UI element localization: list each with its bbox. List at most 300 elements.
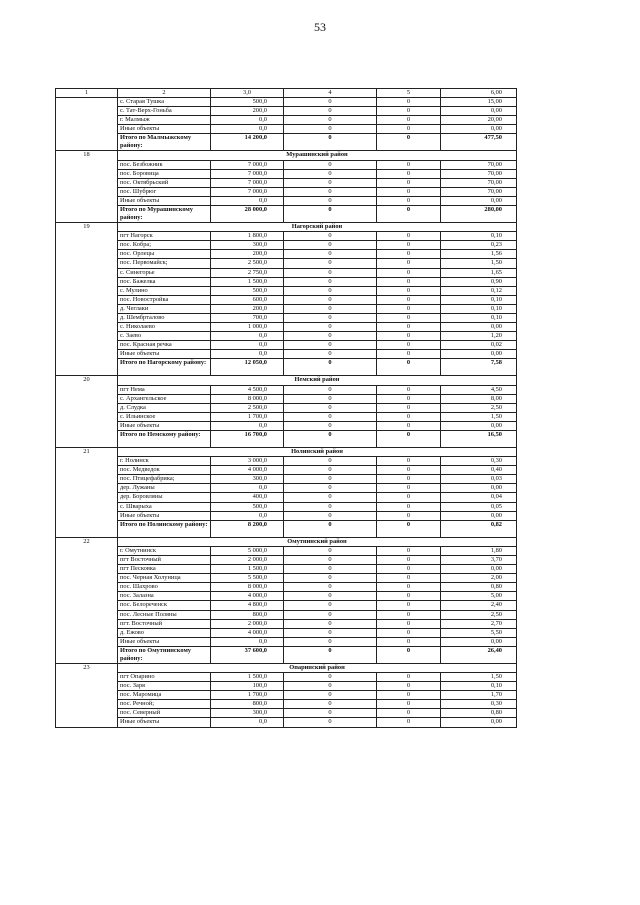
- value-col3: 4 000,0: [211, 592, 284, 601]
- value-col4: 0: [284, 431, 377, 448]
- value-col3: 4 800,0: [211, 601, 284, 610]
- value-col5: 0: [377, 277, 441, 286]
- district-title: Мурашинский район: [118, 151, 517, 160]
- value-col3: 300,0: [211, 475, 284, 484]
- table-row: [56, 259, 517, 268]
- value-col3: 8 000,0: [211, 394, 284, 403]
- table-row: [56, 187, 517, 196]
- value-col4: 0: [284, 169, 377, 178]
- settlement-name: дер. Лужаны: [118, 484, 211, 493]
- value-col4: 0: [284, 574, 377, 583]
- total-row: [56, 359, 517, 376]
- value-col3: 1 500,0: [211, 672, 284, 681]
- table-row: [56, 241, 517, 250]
- value-col6: 8,00: [441, 394, 517, 403]
- table-row: [56, 700, 517, 709]
- value-col5: 0: [377, 555, 441, 564]
- settlement-name: г. Омутнинск: [118, 546, 211, 555]
- value-col4: 0: [284, 206, 377, 223]
- settlement-name: Иные объекты: [118, 350, 211, 359]
- value-col3: 7 000,0: [211, 187, 284, 196]
- value-col6: 0,10: [441, 313, 517, 322]
- settlement-name: пос. Кобра;: [118, 241, 211, 250]
- value-col3: 7 000,0: [211, 169, 284, 178]
- table-row: [56, 466, 517, 475]
- district-number-cell: [56, 98, 118, 151]
- value-col3: 2 000,0: [211, 555, 284, 564]
- settlement-name: Иные объекты: [118, 196, 211, 205]
- table-row: [56, 304, 517, 313]
- value-col5: 0: [377, 350, 441, 359]
- value-col3: 7 000,0: [211, 178, 284, 187]
- value-col5: 0: [377, 628, 441, 637]
- settlement-name: пос. Птицефабрика;: [118, 475, 211, 484]
- table-row: [56, 601, 517, 610]
- value-col6: 0,04: [441, 493, 517, 502]
- settlement-name: пос. Боровица: [118, 169, 211, 178]
- table-row: [56, 555, 517, 564]
- table-row: [56, 350, 517, 359]
- table-row: [56, 421, 517, 430]
- table-row: [56, 628, 517, 637]
- table-row: [56, 493, 517, 502]
- table-row: [56, 610, 517, 619]
- value-col6: 70,00: [441, 187, 517, 196]
- value-col4: 0: [284, 323, 377, 332]
- total-label: Итого по Омутнинскому району:: [118, 646, 211, 663]
- value-col6: 0,00: [441, 637, 517, 646]
- table-row: [56, 583, 517, 592]
- value-col6: 0,00: [441, 323, 517, 332]
- value-col3: 1 700,0: [211, 412, 284, 421]
- settlement-name: пгт Опарино: [118, 672, 211, 681]
- value-col5: 0: [377, 457, 441, 466]
- district-number: 23: [56, 663, 118, 727]
- value-col6: 1,50: [441, 672, 517, 681]
- value-col3: 3 000,0: [211, 457, 284, 466]
- value-col3: 12 050,0: [211, 359, 284, 376]
- value-col3: 0,0: [211, 718, 284, 727]
- value-col5: 0: [377, 421, 441, 430]
- settlement-name: пгт. Восточный: [118, 619, 211, 628]
- value-col4: 0: [284, 341, 377, 350]
- table-row: [56, 502, 517, 511]
- value-col4: 0: [284, 125, 377, 134]
- value-col3: 0,0: [211, 125, 284, 134]
- settlement-name: пос. Безбожник: [118, 160, 211, 169]
- value-col4: 0: [284, 295, 377, 304]
- value-col4: 0: [284, 313, 377, 322]
- value-col4: 0: [284, 672, 377, 681]
- value-col5: 0: [377, 187, 441, 196]
- settlement-name: Иные объекты: [118, 421, 211, 430]
- district-header-row: [56, 223, 517, 232]
- value-col6: 1,20: [441, 332, 517, 341]
- settlement-name: с. Синегорье: [118, 268, 211, 277]
- value-col4: 0: [284, 601, 377, 610]
- value-col5: 0: [377, 520, 441, 537]
- value-col5: 0: [377, 250, 441, 259]
- value-col6: 0,30: [441, 700, 517, 709]
- value-col5: 0: [377, 259, 441, 268]
- settlement-name: д. Чеглаки: [118, 304, 211, 313]
- header-cell: 3,0: [211, 89, 284, 98]
- district-header-row: [56, 448, 517, 457]
- value-col5: 0: [377, 98, 441, 107]
- value-col5: 0: [377, 700, 441, 709]
- value-col3: 0,0: [211, 637, 284, 646]
- value-col3: 500,0: [211, 502, 284, 511]
- header-cell: 2: [118, 89, 211, 98]
- table-row: [56, 98, 517, 107]
- settlement-name: пос. Черная Холуница: [118, 574, 211, 583]
- table-row: [56, 412, 517, 421]
- table-row: [56, 691, 517, 700]
- value-col4: 0: [284, 583, 377, 592]
- settlement-name: д. Ежово: [118, 628, 211, 637]
- value-col5: 0: [377, 232, 441, 241]
- district-title: Омутнинский район: [118, 537, 517, 546]
- value-col3: 800,0: [211, 610, 284, 619]
- value-col3: 7 000,0: [211, 160, 284, 169]
- value-col6: 2,40: [441, 601, 517, 610]
- value-col3: 100,0: [211, 682, 284, 691]
- table-row: [56, 546, 517, 555]
- value-col5: 0: [377, 502, 441, 511]
- value-col4: 0: [284, 304, 377, 313]
- table-row: [56, 107, 517, 116]
- value-col6: 20,00: [441, 116, 517, 125]
- value-col6: 1,80: [441, 546, 517, 555]
- table-row: [56, 682, 517, 691]
- value-col6: 4,50: [441, 385, 517, 394]
- settlement-name: пос. Орлецы: [118, 250, 211, 259]
- value-col6: 477,50: [441, 134, 517, 151]
- value-col6: 0,80: [441, 709, 517, 718]
- value-col5: 0: [377, 169, 441, 178]
- district-header-row: [56, 537, 517, 546]
- table-row: [56, 286, 517, 295]
- value-col6: 0,10: [441, 304, 517, 313]
- value-col4: 0: [284, 493, 377, 502]
- total-label: Итого по Немскому району:: [118, 431, 211, 448]
- value-col5: 0: [377, 160, 441, 169]
- value-col5: 0: [377, 295, 441, 304]
- table-row: [56, 394, 517, 403]
- value-col4: 0: [284, 646, 377, 663]
- settlement-name: пос. Речной;: [118, 700, 211, 709]
- value-col6: 5,00: [441, 592, 517, 601]
- value-col5: 0: [377, 332, 441, 341]
- settlement-name: пос. Шахрово: [118, 583, 211, 592]
- value-col3: 600,0: [211, 295, 284, 304]
- settlement-name: Иные объекты: [118, 637, 211, 646]
- value-col6: 15,00: [441, 98, 517, 107]
- value-col6: 26,40: [441, 646, 517, 663]
- total-label: Итого по Мурашинскому району:: [118, 206, 211, 223]
- value-col4: 0: [284, 277, 377, 286]
- value-col3: 4 500,0: [211, 385, 284, 394]
- table-row: [56, 385, 517, 394]
- value-col6: 16,50: [441, 431, 517, 448]
- value-col5: 0: [377, 125, 441, 134]
- value-col3: 1 500,0: [211, 565, 284, 574]
- value-col5: 0: [377, 178, 441, 187]
- district-header-row: [56, 376, 517, 385]
- settlement-name: пгт Песковка: [118, 565, 211, 574]
- value-col3: 37 600,0: [211, 646, 284, 663]
- header-cell: 6,00: [441, 89, 517, 98]
- value-col4: 0: [284, 241, 377, 250]
- value-col6: 0,03: [441, 475, 517, 484]
- value-col3: 0,0: [211, 116, 284, 125]
- table-row: [56, 169, 517, 178]
- value-col6: 70,00: [441, 160, 517, 169]
- value-col4: 0: [284, 619, 377, 628]
- value-col4: 0: [284, 134, 377, 151]
- value-col4: 0: [284, 475, 377, 484]
- column-number-row: [56, 89, 517, 98]
- table-row: [56, 116, 517, 125]
- value-col5: 0: [377, 134, 441, 151]
- value-col5: 0: [377, 709, 441, 718]
- table-row: [56, 232, 517, 241]
- settlement-name: пос. Бажелка: [118, 277, 211, 286]
- value-col3: 1 800,0: [211, 232, 284, 241]
- table-row: [56, 565, 517, 574]
- value-col4: 0: [284, 350, 377, 359]
- value-col5: 0: [377, 718, 441, 727]
- value-col4: 0: [284, 160, 377, 169]
- table-row: [56, 637, 517, 646]
- value-col3: 500,0: [211, 286, 284, 295]
- value-col4: 0: [284, 457, 377, 466]
- value-col6: 0,10: [441, 295, 517, 304]
- value-col5: 0: [377, 646, 441, 663]
- value-col3: 28 000,0: [211, 206, 284, 223]
- value-col5: 0: [377, 493, 441, 502]
- settlement-name: с. Мулино: [118, 286, 211, 295]
- settlement-name: Иные объекты: [118, 718, 211, 727]
- total-label: Итого по Нолинскому району:: [118, 520, 211, 537]
- header-cell: 5: [377, 89, 441, 98]
- value-col6: 1,56: [441, 250, 517, 259]
- settlement-name: пос. Северный: [118, 709, 211, 718]
- district-title: Нолинский район: [118, 448, 517, 457]
- value-col4: 0: [284, 592, 377, 601]
- total-row: [56, 520, 517, 537]
- table-body: [56, 89, 517, 728]
- value-col4: 0: [284, 511, 377, 520]
- value-col3: 800,0: [211, 700, 284, 709]
- value-col6: 1,65: [441, 268, 517, 277]
- value-col3: 4 000,0: [211, 628, 284, 637]
- value-col6: 7,58: [441, 359, 517, 376]
- value-col6: 1,50: [441, 412, 517, 421]
- value-col4: 0: [284, 196, 377, 205]
- value-col3: 8 200,0: [211, 520, 284, 537]
- settlement-name: пос. Лесные Поляны: [118, 610, 211, 619]
- district-title: Опаринский район: [118, 663, 517, 672]
- settlements-table: [55, 88, 517, 728]
- table-row: [56, 592, 517, 601]
- value-col6: 70,00: [441, 169, 517, 178]
- value-col5: 0: [377, 565, 441, 574]
- value-col4: 0: [284, 637, 377, 646]
- value-col5: 0: [377, 196, 441, 205]
- value-col4: 0: [284, 466, 377, 475]
- value-col5: 0: [377, 466, 441, 475]
- value-col3: 0,0: [211, 196, 284, 205]
- value-col5: 0: [377, 592, 441, 601]
- settlement-name: с. Тат-Верх-Гоньба: [118, 107, 211, 116]
- value-col5: 0: [377, 268, 441, 277]
- value-col4: 0: [284, 565, 377, 574]
- settlement-name: дер. Боровляны: [118, 493, 211, 502]
- value-col6: 0,00: [441, 350, 517, 359]
- value-col4: 0: [284, 259, 377, 268]
- value-col4: 0: [284, 700, 377, 709]
- district-number: 20: [56, 376, 118, 448]
- value-col5: 0: [377, 206, 441, 223]
- value-col5: 0: [377, 431, 441, 448]
- value-col6: 0,10: [441, 232, 517, 241]
- value-col3: 500,0: [211, 98, 284, 107]
- value-col4: 0: [284, 178, 377, 187]
- table-row: [56, 268, 517, 277]
- value-col6: 0,00: [441, 196, 517, 205]
- value-col5: 0: [377, 672, 441, 681]
- value-col4: 0: [284, 718, 377, 727]
- total-label: Итого по Малмыжскому району:: [118, 134, 211, 151]
- value-col3: 2 500,0: [211, 259, 284, 268]
- settlement-name: пос. Заря: [118, 682, 211, 691]
- value-col5: 0: [377, 619, 441, 628]
- value-col4: 0: [284, 187, 377, 196]
- value-col3: 700,0: [211, 313, 284, 322]
- settlement-name: д. Слудка: [118, 403, 211, 412]
- value-col4: 0: [284, 359, 377, 376]
- total-row: [56, 134, 517, 151]
- value-col4: 0: [284, 98, 377, 107]
- table-row: [56, 511, 517, 520]
- table-row: [56, 484, 517, 493]
- total-row: [56, 646, 517, 663]
- value-col6: 0,23: [441, 241, 517, 250]
- value-col5: 0: [377, 682, 441, 691]
- value-col5: 0: [377, 403, 441, 412]
- value-col3: 0,0: [211, 484, 284, 493]
- value-col3: 300,0: [211, 241, 284, 250]
- value-col4: 0: [284, 709, 377, 718]
- settlement-name: пгт Восточный: [118, 555, 211, 564]
- value-col4: 0: [284, 107, 377, 116]
- table-row: [56, 709, 517, 718]
- value-col5: 0: [377, 637, 441, 646]
- value-col4: 0: [284, 385, 377, 394]
- value-col4: 0: [284, 412, 377, 421]
- value-col3: 4 000,0: [211, 466, 284, 475]
- value-col5: 0: [377, 601, 441, 610]
- value-col6: 5,50: [441, 628, 517, 637]
- value-col4: 0: [284, 610, 377, 619]
- value-col3: 8 000,0: [211, 583, 284, 592]
- value-col4: 0: [284, 403, 377, 412]
- value-col6: 2,00: [441, 574, 517, 583]
- table-row: [56, 332, 517, 341]
- value-col5: 0: [377, 546, 441, 555]
- settlement-name: с. Заево: [118, 332, 211, 341]
- value-col4: 0: [284, 332, 377, 341]
- total-row: [56, 206, 517, 223]
- header-cell: 1: [56, 89, 118, 98]
- value-col3: 0,0: [211, 332, 284, 341]
- value-col6: 0,00: [441, 484, 517, 493]
- table-row: [56, 341, 517, 350]
- settlement-name: Иные объекты: [118, 511, 211, 520]
- settlement-name: с. Старая Тушка: [118, 98, 211, 107]
- total-label: Итого по Нагорскому району:: [118, 359, 211, 376]
- district-number: 18: [56, 151, 118, 223]
- value-col6: 0,90: [441, 277, 517, 286]
- value-col6: 0,00: [441, 125, 517, 134]
- settlement-name: Иные объекты: [118, 125, 211, 134]
- value-col5: 0: [377, 304, 441, 313]
- value-col6: 0,00: [441, 718, 517, 727]
- value-col5: 0: [377, 323, 441, 332]
- district-number: 19: [56, 223, 118, 376]
- value-col6: 3,70: [441, 555, 517, 564]
- value-col6: 0,00: [441, 511, 517, 520]
- value-col3: 400,0: [211, 493, 284, 502]
- value-col5: 0: [377, 394, 441, 403]
- table-row: [56, 250, 517, 259]
- value-col4: 0: [284, 546, 377, 555]
- value-col3: 200,0: [211, 107, 284, 116]
- value-col4: 0: [284, 628, 377, 637]
- value-col3: 1 000,0: [211, 323, 284, 332]
- value-col4: 0: [284, 116, 377, 125]
- value-col6: 70,00: [441, 178, 517, 187]
- settlement-name: пос. Белореченск: [118, 601, 211, 610]
- value-col3: 1 500,0: [211, 277, 284, 286]
- table-row: [56, 457, 517, 466]
- value-col4: 0: [284, 232, 377, 241]
- value-col5: 0: [377, 610, 441, 619]
- value-col4: 0: [284, 286, 377, 295]
- value-col3: 200,0: [211, 304, 284, 313]
- table-row: [56, 295, 517, 304]
- table-row: [56, 277, 517, 286]
- value-col4: 0: [284, 691, 377, 700]
- value-col3: 2 750,0: [211, 268, 284, 277]
- table-row: [56, 475, 517, 484]
- value-col5: 0: [377, 107, 441, 116]
- value-col4: 0: [284, 484, 377, 493]
- settlement-name: пгт Нагорск: [118, 232, 211, 241]
- table-row: [56, 619, 517, 628]
- table-row: [56, 196, 517, 205]
- settlement-name: д. Шембрталово: [118, 313, 211, 322]
- table-row: [56, 313, 517, 322]
- table-row: [56, 574, 517, 583]
- value-col6: 1,50: [441, 259, 517, 268]
- value-col4: 0: [284, 555, 377, 564]
- value-col3: 14 200,0: [211, 134, 284, 151]
- value-col5: 0: [377, 484, 441, 493]
- value-col4: 0: [284, 520, 377, 537]
- table-row: [56, 125, 517, 134]
